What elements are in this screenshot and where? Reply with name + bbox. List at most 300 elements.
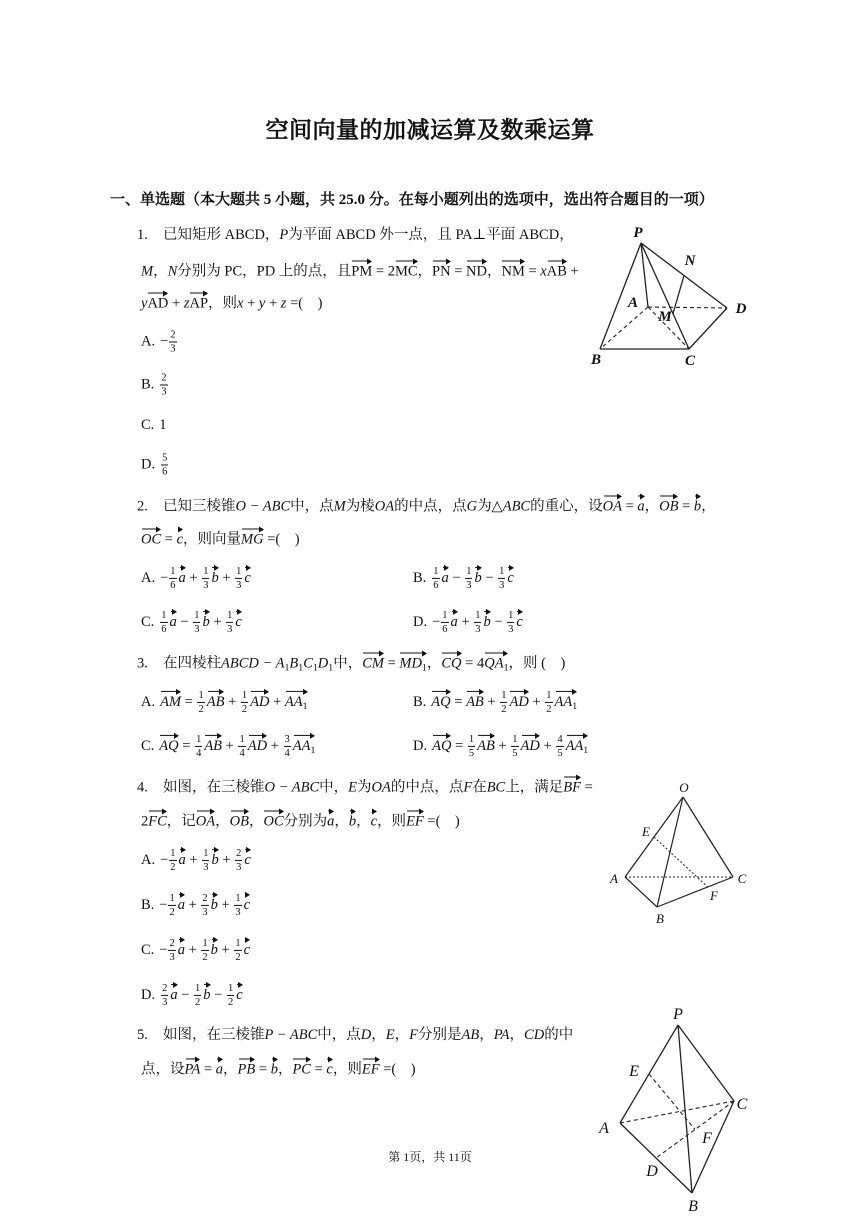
fraction	[226, 610, 233, 635]
fraction-denominator: 6	[170, 580, 176, 592]
option-label: A.	[141, 569, 156, 586]
vector	[395, 259, 418, 280]
fraction-numerator: 1	[475, 610, 481, 622]
text-run: 分别为	[283, 813, 328, 830]
vector	[351, 259, 372, 280]
vector	[399, 651, 426, 672]
vector-name: b	[474, 569, 482, 586]
vector-name: b	[210, 896, 218, 913]
fraction-numerator: 1	[194, 610, 200, 622]
text-run: −	[176, 613, 193, 630]
fraction	[235, 566, 242, 591]
vector-name: a	[450, 613, 458, 630]
vector-name: OA	[602, 498, 622, 515]
vector	[637, 494, 644, 515]
math-symbol	[524, 1027, 544, 1043]
vector-name: OB	[659, 498, 679, 515]
vector	[189, 291, 208, 312]
vector-name: b	[211, 851, 219, 868]
fraction-numerator: 2	[169, 938, 175, 950]
question-1-figure	[585, 220, 755, 372]
math-symbol	[265, 780, 320, 796]
question-5-stem-line-1	[137, 1025, 573, 1045]
question-4-stem-line-2	[141, 809, 460, 832]
text-run: ，	[215, 813, 230, 830]
option-label: D.	[413, 613, 428, 630]
vector	[501, 259, 524, 280]
fraction-numerator: 1	[468, 734, 475, 746]
math-symbol	[221, 656, 289, 672]
math-text: ABC	[502, 498, 531, 515]
fraction-denominator: 4	[239, 748, 245, 760]
subscript: 1	[284, 662, 290, 674]
fraction	[169, 566, 176, 591]
vector	[263, 809, 283, 830]
fraction-numerator: 1	[466, 566, 472, 578]
vector	[271, 1057, 278, 1078]
vector-name: EF	[406, 813, 424, 830]
vector	[406, 809, 424, 830]
fraction-denominator: 5	[468, 748, 475, 760]
vector	[442, 565, 449, 586]
math-text: y	[258, 295, 266, 312]
text-run: =	[580, 779, 593, 796]
fraction	[465, 566, 472, 591]
vector	[178, 937, 185, 958]
vector	[349, 809, 356, 830]
figure-label-d: D	[735, 301, 747, 317]
fraction-numerator: 1	[433, 566, 439, 578]
math-text: M	[141, 263, 154, 280]
fraction-denominator: 6	[162, 466, 168, 478]
question-4-stem-line-1	[137, 775, 593, 798]
fraction-denominator: 2	[198, 704, 204, 716]
math-text: BC	[486, 779, 506, 796]
option-label: B.	[413, 569, 427, 586]
math-symbol	[386, 1027, 395, 1043]
math-text: y	[141, 295, 148, 312]
math-text: O − ABC	[235, 498, 291, 515]
subscript: 1	[312, 662, 318, 674]
fraction-denominator: 3	[169, 952, 175, 964]
text-run: 为平面 ABCD 外一点，且 PA⊥平面 ABCD，	[288, 227, 574, 243]
vector-name: AP	[189, 295, 209, 312]
math-text: z	[183, 295, 190, 312]
vector-name: NM	[501, 263, 525, 280]
vector	[244, 565, 250, 586]
text-run: ，	[394, 1027, 410, 1043]
option-body	[431, 566, 514, 592]
vector-name: c	[236, 986, 243, 1003]
text-run: 中，点	[290, 498, 334, 515]
fraction-numerator: 1	[202, 938, 208, 950]
fraction-numerator: 2	[170, 329, 176, 341]
math-text: N	[167, 263, 178, 280]
fraction-numerator: 1	[235, 893, 241, 905]
fraction	[238, 734, 245, 759]
vector-name: AB	[204, 737, 223, 754]
text-run: 2	[141, 813, 149, 830]
fraction	[169, 330, 176, 355]
fraction-denominator: 3	[466, 580, 472, 592]
math-symbol	[265, 1027, 318, 1043]
math-symbol	[168, 264, 178, 280]
vector	[474, 565, 481, 586]
section-header: 一、单选题（本大题共 5 小题，共 25.0 分。在每小题列出的选项中，选出符合题目的一项）	[110, 192, 714, 208]
fraction	[441, 610, 448, 635]
option-label: B.	[141, 896, 155, 913]
math-text: G	[466, 498, 478, 515]
fraction-numerator: 1	[442, 610, 448, 622]
figure-label-c: C	[737, 871, 747, 886]
fraction-denominator: 2	[241, 704, 248, 716]
fraction-denominator: 3	[202, 907, 208, 919]
vector	[431, 689, 450, 710]
fraction	[201, 938, 208, 963]
figure-label-a: A	[610, 871, 618, 886]
figure-label-d: D	[646, 1163, 658, 1180]
segment-ef	[654, 837, 708, 887]
question-2-stem-line-1	[137, 494, 716, 517]
vector	[204, 733, 222, 754]
vector-name: EF	[361, 1061, 380, 1078]
option-label: C.	[141, 613, 155, 630]
question-5-stem-line-2	[141, 1057, 416, 1080]
text-run: +	[218, 851, 235, 868]
page-footer: 第 1页，共 11页	[388, 1150, 472, 1164]
vector-name: AA	[565, 737, 584, 754]
option-body	[432, 734, 589, 760]
vector-name: PA	[184, 1061, 201, 1078]
text-run: 为	[357, 779, 372, 796]
fraction-numerator: 1	[227, 610, 233, 622]
vector-name: a	[169, 613, 177, 630]
question-number: 1.	[137, 227, 148, 243]
text-run: −	[490, 613, 507, 630]
vector	[521, 733, 540, 754]
vector	[216, 1057, 223, 1078]
vector	[466, 689, 484, 710]
vector	[160, 689, 181, 710]
text-run: 分别是	[417, 1027, 462, 1043]
figure-label-b: B	[590, 352, 602, 368]
option-body	[160, 566, 251, 592]
fraction-denominator: 5	[512, 748, 518, 760]
math-symbol	[461, 1027, 479, 1043]
vector-name: AD	[250, 693, 270, 710]
text-run: =( )	[263, 531, 300, 548]
fraction	[284, 734, 291, 759]
vector-name: AD	[520, 737, 540, 754]
fraction-denominator: 2	[202, 952, 208, 964]
fraction	[498, 566, 505, 591]
hidden-edge-ad	[648, 307, 727, 308]
text-run: ，	[223, 1061, 238, 1078]
figure-label-o: O	[679, 780, 689, 795]
vector-name: a	[215, 1061, 224, 1078]
fraction-numerator: 1	[239, 734, 245, 746]
subscript: 1	[298, 662, 304, 674]
vector-name: AB	[546, 263, 567, 280]
vector	[509, 689, 528, 710]
fraction-denominator: 4	[196, 748, 202, 760]
figure-label-b: B	[688, 1198, 698, 1215]
question-4-option-a	[141, 847, 251, 873]
text-run: +	[217, 941, 234, 958]
vector	[236, 982, 242, 1003]
math-text: z	[280, 295, 287, 312]
text-run: 分别为 PC，PD 上的点，且	[177, 263, 352, 280]
fraction	[235, 848, 242, 873]
vector-name: AA	[284, 693, 303, 710]
fraction-denominator: 3	[170, 343, 176, 355]
text-run: =( )	[286, 295, 323, 312]
math-symbol	[487, 780, 506, 796]
fraction	[556, 734, 563, 759]
fraction-denominator: 2	[195, 997, 201, 1009]
text-run: −	[432, 613, 441, 630]
text-run: ，	[701, 498, 716, 515]
fraction-numerator: 1	[235, 938, 241, 950]
vector-name: a	[327, 813, 335, 830]
fraction	[193, 610, 200, 635]
vector-name: b	[483, 613, 491, 630]
text-run: +	[185, 569, 202, 586]
text-run: ，	[479, 1027, 494, 1043]
vector-name: c	[326, 1061, 333, 1078]
option-body	[159, 734, 316, 760]
text-run: =	[310, 1061, 327, 1078]
vector	[327, 809, 334, 830]
math-symbol	[372, 780, 391, 796]
fraction-numerator: 1	[508, 610, 514, 622]
fraction	[234, 938, 241, 963]
math-symbol	[279, 227, 288, 243]
text-run: 为△	[477, 498, 503, 515]
text-run: ，则 ( )	[508, 655, 566, 672]
math-symbol	[334, 499, 346, 515]
vector	[179, 847, 186, 868]
fraction	[227, 983, 234, 1008]
edge-pc	[641, 243, 689, 349]
vector-name: c	[507, 569, 514, 586]
math-text: AB	[461, 1027, 480, 1043]
vector	[555, 689, 578, 710]
vector-name: a	[441, 569, 449, 586]
text-run: +	[185, 851, 202, 868]
vector-name: b	[348, 813, 357, 830]
question-2-option-d	[413, 609, 523, 635]
edge-ab	[625, 877, 657, 907]
vector	[285, 689, 308, 710]
fraction-numerator: 2	[162, 983, 168, 995]
option-body	[160, 329, 178, 355]
option-label: B.	[141, 376, 155, 393]
text-run: =	[200, 1061, 216, 1078]
text-run: ，	[248, 813, 264, 830]
math-text: E	[348, 779, 357, 796]
fraction-numerator: 3	[284, 734, 290, 746]
text-run: =	[181, 693, 197, 710]
math-text: x	[540, 263, 547, 280]
vector	[211, 937, 218, 958]
hidden-edge-ac	[620, 1101, 734, 1123]
edge-pa	[641, 243, 648, 307]
option-label: C.	[141, 941, 155, 958]
fraction	[202, 566, 209, 591]
fraction	[197, 690, 204, 715]
fraction	[234, 893, 241, 918]
math-text: E	[385, 1027, 395, 1043]
vector-name: BF	[563, 779, 581, 796]
vector	[211, 847, 218, 868]
fraction-denominator: 6	[433, 580, 439, 592]
math-text: CD	[524, 1027, 545, 1043]
text-run: = 4	[461, 655, 485, 672]
text-run: +	[269, 693, 285, 710]
fraction-denominator: 3	[475, 624, 481, 636]
vector	[516, 609, 522, 630]
question-1-option-d	[141, 453, 170, 478]
text-run: −	[481, 569, 498, 586]
fraction	[194, 983, 201, 1008]
vector-name: AB	[477, 737, 495, 754]
vector	[244, 937, 250, 958]
question-text	[163, 227, 574, 243]
vector-name: PM	[351, 263, 373, 280]
figure-label-p: P	[633, 225, 643, 241]
fraction	[160, 373, 167, 398]
text-run: 中，	[319, 779, 349, 796]
option-body	[160, 983, 243, 1009]
fraction-denominator: 3	[194, 624, 200, 636]
vector-name: a	[177, 941, 185, 958]
math-symbol	[467, 499, 477, 515]
text-run: 已知矩形 ABCD，	[163, 227, 280, 243]
math-text: P	[279, 227, 289, 243]
fraction-denominator: 4	[284, 748, 290, 760]
text-run: ，	[426, 655, 442, 672]
text-run: +	[218, 569, 235, 586]
vector-name: PB	[237, 1061, 256, 1078]
fraction	[545, 690, 552, 715]
vector	[362, 651, 384, 672]
vector-name: CQ	[441, 655, 462, 672]
question-4-option-d	[141, 982, 243, 1008]
question-2-option-c	[141, 609, 242, 635]
text-run: ，	[417, 263, 433, 280]
fraction-numerator: 2	[202, 893, 208, 905]
figure-label-n: N	[684, 253, 696, 269]
text-run: 已知三棱锥	[163, 498, 236, 515]
vector-name: c	[243, 941, 251, 958]
fraction-denominator: 3	[508, 624, 514, 636]
vector-name: a	[177, 896, 185, 913]
option-body	[160, 690, 308, 716]
math-text: OA	[374, 498, 395, 515]
vector-name: PN	[432, 263, 451, 280]
fraction-denominator: 3	[203, 580, 209, 592]
math-text: M	[333, 498, 346, 515]
text-run: −	[160, 851, 169, 868]
vector	[566, 733, 589, 754]
fraction-numerator: 5	[162, 452, 168, 464]
math-symbol	[494, 1027, 510, 1043]
vector	[148, 809, 167, 830]
text-run: =( )	[379, 1061, 416, 1078]
vector	[659, 494, 678, 515]
edge-cd	[689, 308, 727, 349]
fraction-denominator: 3	[235, 907, 241, 919]
math-text: PA	[493, 1027, 510, 1043]
option-body	[159, 372, 169, 398]
vector-name: b	[210, 941, 218, 958]
fraction	[202, 848, 209, 873]
option-body	[159, 610, 242, 636]
option-body	[159, 417, 166, 433]
question-number: 2.	[137, 498, 148, 515]
text-run: −	[159, 941, 168, 958]
vector	[507, 565, 513, 586]
fraction	[241, 690, 248, 715]
math-symbol	[289, 656, 303, 672]
text-run: =	[178, 737, 195, 754]
vector	[250, 689, 269, 710]
text-run: = 2	[372, 263, 395, 280]
option-label: A.	[141, 693, 156, 710]
vector	[178, 892, 185, 913]
question-text	[163, 780, 593, 796]
vector	[196, 809, 215, 830]
question-4-option-b	[141, 892, 250, 918]
vector-name: c	[516, 613, 523, 630]
vector-name: AB	[206, 693, 225, 710]
vector-name: c	[370, 813, 378, 830]
text-run: =	[678, 498, 694, 515]
question-1-option-c	[141, 415, 167, 435]
fraction-denominator: 3	[236, 862, 242, 874]
text-run: ，	[371, 1027, 386, 1043]
fraction-numerator: 1	[169, 893, 175, 905]
text-run: =	[450, 263, 467, 280]
subscript: 1	[328, 662, 334, 674]
text-run: +	[528, 693, 545, 710]
vector-name: AQ	[431, 693, 451, 710]
question-number: 5.	[137, 1027, 148, 1043]
page-title: 空间向量的加减运算及数乘运算	[265, 117, 595, 143]
text-run: +	[267, 737, 283, 754]
text-run: ，	[486, 263, 502, 280]
vector	[170, 609, 177, 630]
fraction-denominator: 5	[557, 748, 563, 760]
question-text	[163, 656, 565, 672]
math-text: OA	[371, 779, 391, 796]
figure-label-a: A	[599, 1120, 609, 1137]
text-run: +	[224, 693, 240, 710]
fraction-numerator: 1	[546, 690, 552, 702]
question-3-option-b	[413, 689, 577, 715]
question-3-option-d	[413, 733, 588, 759]
option-body	[159, 893, 251, 919]
vector-name: AD	[247, 737, 268, 754]
text-run: 点，设	[141, 1061, 185, 1078]
text-run: +	[217, 896, 234, 913]
text-run: +	[184, 896, 201, 913]
vector-name: MG	[241, 531, 264, 548]
text-run: +	[209, 613, 226, 630]
question-4-option-c	[141, 937, 250, 963]
vector-name: a	[637, 498, 645, 515]
